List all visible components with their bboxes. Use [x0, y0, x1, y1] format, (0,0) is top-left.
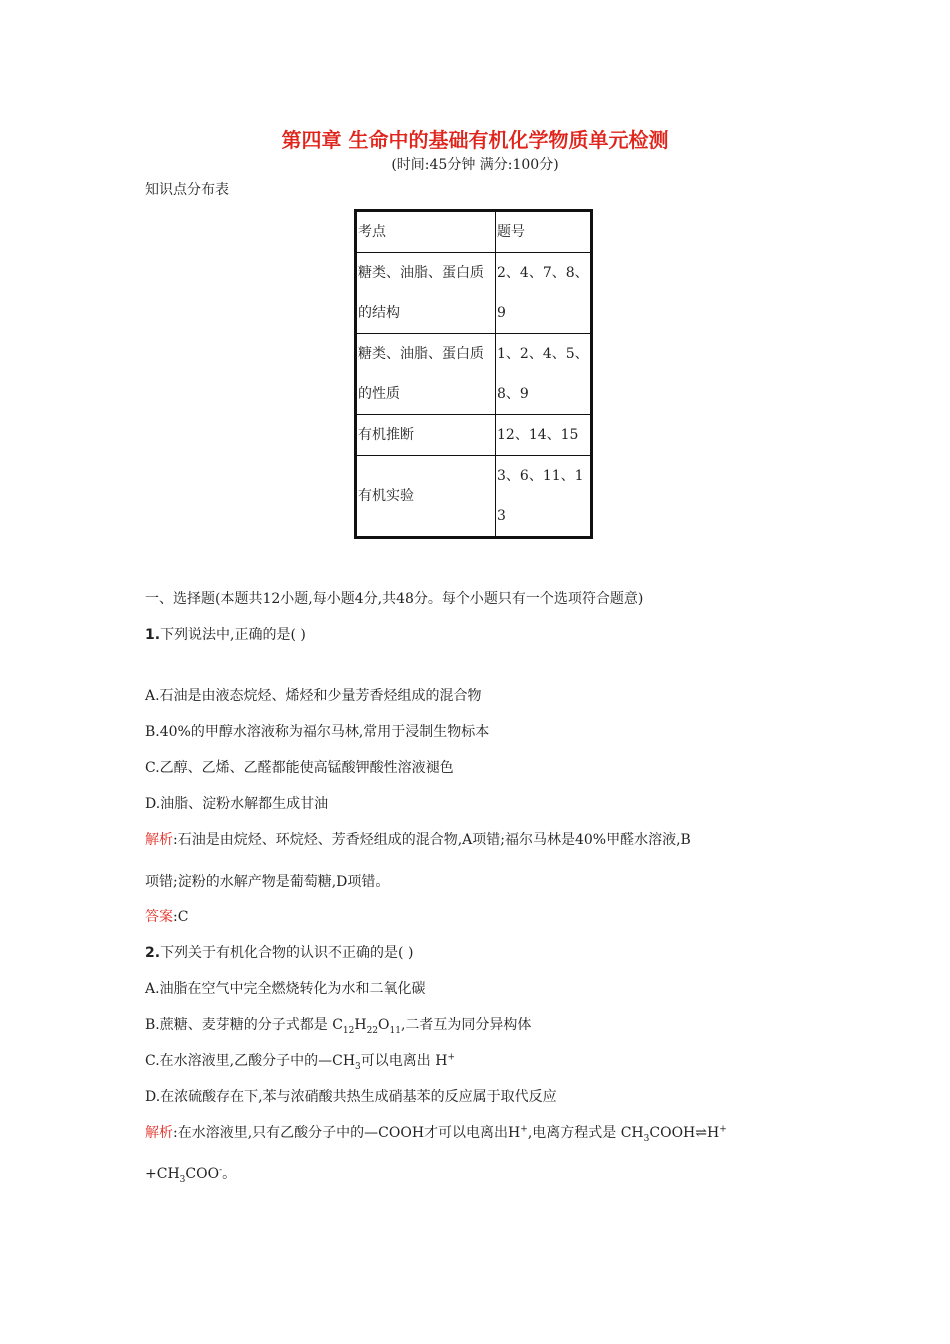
table-row	[356, 334, 592, 415]
q1-analysis	[145, 829, 691, 849]
header-cell: 考点	[356, 211, 496, 253]
q2-analysis: 解析:在水溶液里,只有乙酸分子中的—COOH才可以电离出H+,电离方程式是 $CH_3COOH\rightleftharpoons H^+$	[145, 1124, 727, 1144]
section-heading: 一、选择题(本题共12小题,每小题4分,共48分。每个小题只有一个选项符合题意)	[145, 591, 644, 607]
header-cell: 题号	[496, 211, 592, 253]
q2-analysis-cont: $+CH_3COO^-$。	[145, 1165, 237, 1185]
table-cell: 有机实验	[358, 488, 414, 504]
table-label: 知识点分布表	[145, 182, 229, 198]
q1-analysis-cont: 项错;淀粉的水解产物是葡萄糖,D项错。	[145, 874, 390, 890]
table-cell: 糖类、油脂、蛋白质的结构	[358, 265, 484, 321]
table-cell: 有机推断	[358, 427, 414, 443]
question-text: 下列说法中,正确的是( )	[160, 627, 306, 643]
table-cell: 12、14、15	[497, 427, 579, 443]
exam-meta: (时间:45分钟 满分:100分)	[391, 157, 559, 173]
analysis-text: :石油是由烷烃、环烷烃、芳香烃组成的混合物,A项错;福尔马林是40%甲醛水溶液,B	[173, 832, 691, 848]
q1-option-a: A.石油是由液态烷烃、烯烃和少量芳香烃组成的混合物	[145, 688, 482, 704]
q1-answer	[145, 906, 188, 926]
q1-option-b: B.40%的甲醇水溶液称为福尔马林,常用于浸制生物标本	[145, 724, 490, 740]
q1-option-d: D.油脂、淀粉水解都生成甘油	[145, 796, 329, 812]
knowledge-table	[354, 209, 593, 539]
table-cell: 2、4、7、8、9	[497, 265, 589, 321]
table-cell: 1、2、4、5、8、9	[497, 346, 589, 402]
table-row	[356, 253, 592, 334]
table-cell: 糖类、油脂、蛋白质的性质	[358, 346, 484, 402]
answer-label: 答案	[145, 909, 173, 925]
question-number: 1.	[145, 627, 161, 643]
table-cell: 3、6、11、13	[497, 468, 584, 524]
answer-text: :C	[173, 909, 189, 925]
q2-option-a: A.油脂在空气中完全燃烧转化为水和二氧化碳	[145, 981, 426, 997]
table-row	[356, 456, 592, 538]
q2-option-c: C.在水溶液里,乙酸分子中的$—CH_3$可以电离出 H+	[145, 1052, 455, 1072]
q1-option-c: C.乙醇、乙烯、乙醛都能使高锰酸钾酸性溶液褪色	[145, 760, 454, 776]
question-2-stem	[145, 942, 413, 962]
page-title: 第四章 生命中的基础有机化学物质单元检测	[281, 128, 669, 152]
analysis-label: 解析	[145, 1125, 173, 1141]
table-header-row	[356, 211, 592, 253]
question-1-stem	[145, 624, 306, 644]
q2-option-b: B.蔗糖、麦芽糖的分子式都是 $C_{12}H_{22}O_{11}$,二者互为同分异构体	[145, 1017, 532, 1036]
question-text: 下列关于有机化合物的认识不正确的是( )	[160, 945, 414, 961]
question-number: 2.	[145, 945, 161, 961]
analysis-label: 解析	[145, 832, 173, 848]
q2-option-d: D.在浓硫酸存在下,苯与浓硝酸共热生成硝基苯的反应属于取代反应	[145, 1089, 557, 1105]
table-row	[356, 415, 592, 456]
